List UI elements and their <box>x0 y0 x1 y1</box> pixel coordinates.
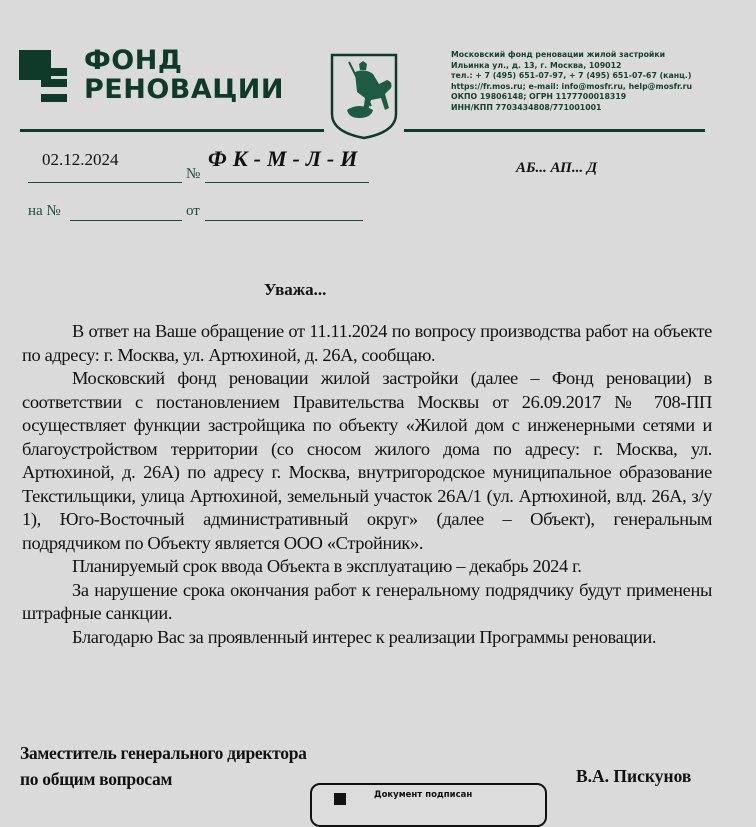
letter-body <box>22 320 712 649</box>
org-inn-kpp: ИНН/КПП 7703434808/771001001 <box>451 102 602 112</box>
fund-logo-text <box>84 46 284 104</box>
logo-line1: ФОНД <box>84 45 183 76</box>
org-address: Ильинка ул., д. 13, г. Москва, 109012 <box>451 60 622 70</box>
body-paragraph: В ответ на Ваше обращение от 11.11.2024 по вопросу производства работ на объекте по адресу: г. Москва, ул. Артюхиной, д. 26А, сообщаю. <box>22 321 712 365</box>
signatory-title-line2: по общим вопросам <box>20 769 173 789</box>
number-label: № <box>186 166 201 182</box>
from-label: от <box>186 203 200 219</box>
signatory-name: В.А. Пискунов <box>576 766 692 786</box>
letter-date: 02.12.2024 <box>42 150 119 169</box>
body-paragraph: За нарушение срока окончания работ к генеральному подрядчику будут применены штрафные санкции. <box>22 579 712 623</box>
stamp-text: Документ подписан <box>374 790 473 800</box>
signatory-title-line1: Заместитель генерального директора <box>20 743 307 763</box>
header-divider-left <box>20 129 324 132</box>
reply-number-line <box>70 220 182 221</box>
org-contact-info <box>451 50 692 114</box>
header-divider-right <box>404 129 705 132</box>
reply-date-line <box>205 220 363 221</box>
org-name: Московский фонд реновации жилой застройки <box>451 50 666 59</box>
signatory-title <box>20 740 307 792</box>
digital-signature-stamp <box>310 783 547 827</box>
date-line <box>28 182 182 183</box>
org-okpo-ogrn: ОКПО 19806148; ОГРН 1177700018319 <box>451 92 627 102</box>
signature-emblem-icon <box>334 793 346 805</box>
salutation: Уважа... <box>264 280 327 299</box>
body-paragraph: Благодарю Вас за проявленный интерес к реализации Программы реновации. <box>72 626 657 647</box>
reply-to-label: на № <box>28 203 61 219</box>
addressee: АБ... АП... Д <box>516 160 598 176</box>
org-web-email: https://fr.mos.ru; e-mail: info@mosfr.ru, help@mosfr.ru <box>451 81 693 91</box>
moscow-coat-of-arms-icon <box>329 52 399 140</box>
org-phone: тел.: + 7 (495) 651-07-97, + 7 (495) 651-07-67 (канц.) <box>451 71 692 81</box>
body-paragraph: Планируемый срок ввода Объекта в эксплуатацию – декабрь 2024 г. <box>72 556 582 576</box>
number-line <box>205 182 369 183</box>
fund-logo-icon <box>19 50 67 102</box>
logo-line2: РЕНОВАЦИИ <box>84 74 284 105</box>
letter-number: ФК-М-Л-И <box>208 146 364 171</box>
body-paragraph: Московский фонд реновации жилой застройки (далее – Фонд реновации) в соответствии с постановлением Правительства Москвы от 26.09.2017 № 708-ПП осуществляет функции застройщика по объекту «Жилой дом с инженерными сетями и благоустройством территории (со сносом жилого дома по адресу: г. Москва, ул. Артюхиной, д. 26А) по адресу г. Москва, внутригородское муниципальное образование Текстильщики, улица Артюхиной, земельный участок 26А/1 (ул. Артюхиной, влд. 26А, з/у 1), Юго-Восточный административный округ» (далее – Объект), генеральным подрядчиком по Объекту является ООО «Стройник». <box>22 368 712 553</box>
